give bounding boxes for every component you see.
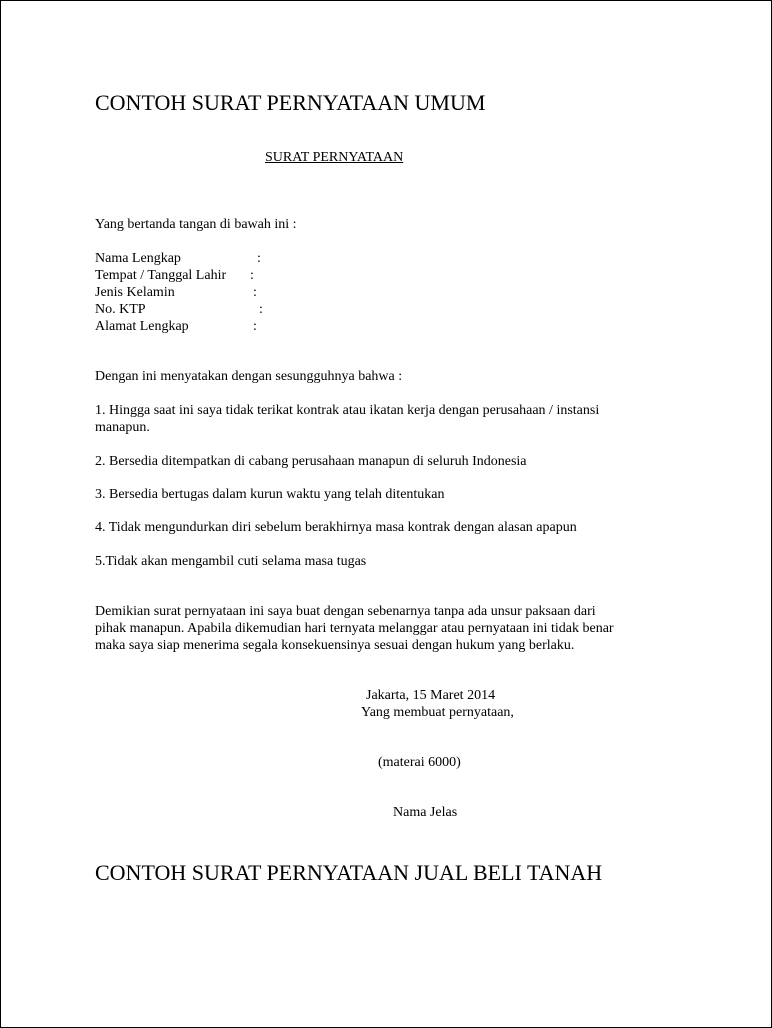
statement-item: 2. Bersedia ditempatkan di cabang perusahaan manapun di seluruh Indonesia (95, 454, 527, 469)
field-label-ktp: No. KTP (95, 302, 146, 317)
field-colon: : (253, 319, 257, 334)
field-colon: : (259, 302, 263, 317)
next-document-title: CONTOH SURAT PERNYATAAN JUAL BELI TANAH (95, 860, 603, 885)
field-label-gender: Jenis Kelamin (95, 285, 175, 300)
place-date: Jakarta, 15 Maret 2014 (366, 688, 496, 703)
field-label-address: Alamat Lengkap (95, 319, 189, 334)
statement-intro: Dengan ini menyatakan dengan sesungguhnya bahwa : (95, 369, 403, 384)
closing-line: pihak manapun. Apabila dikemudian hari ternyata melanggar atau pernyataan ini tidak benar (95, 621, 614, 636)
statement-item: 3. Bersedia bertugas dalam kurun waktu yang telah ditentukan (95, 487, 445, 502)
stamp-placeholder: (materai 6000) (378, 755, 461, 770)
signer-name: Nama Jelas (393, 805, 458, 820)
statement-item: 5.Tidak akan mengambil cuti selama masa tugas (95, 554, 367, 569)
intro-line: Yang bertanda tangan di bawah ini : (95, 217, 297, 232)
closing-line: maka saya siap menerima segala konsekuensinya sesuai dengan hukum yang berlaku. (95, 638, 575, 653)
field-colon: : (250, 268, 254, 283)
field-label-birth: Tempat / Tanggal Lahir (95, 268, 227, 283)
statement-item-continuation: manapun. (95, 420, 150, 435)
signer-caption: Yang membuat pernyataan, (361, 705, 514, 720)
letter-heading: SURAT PERNYATAAN (265, 150, 404, 165)
statement-item: 4. Tidak mengundurkan diri sebelum berakhirnya masa kontrak dengan alasan apapun (95, 520, 577, 535)
field-colon: : (253, 285, 257, 300)
field-label-name: Nama Lengkap (95, 251, 181, 266)
field-colon: : (257, 251, 261, 266)
statement-item: 1. Hingga saat ini saya tidak terikat kontrak atau ikatan kerja dengan perusahaan / instansi (95, 403, 600, 418)
document-title: CONTOH SURAT PERNYATAAN UMUM (95, 90, 486, 115)
closing-line: Demikian surat pernyataan ini saya buat dengan sebenarnya tanpa ada unsur paksaan dari (95, 604, 596, 619)
